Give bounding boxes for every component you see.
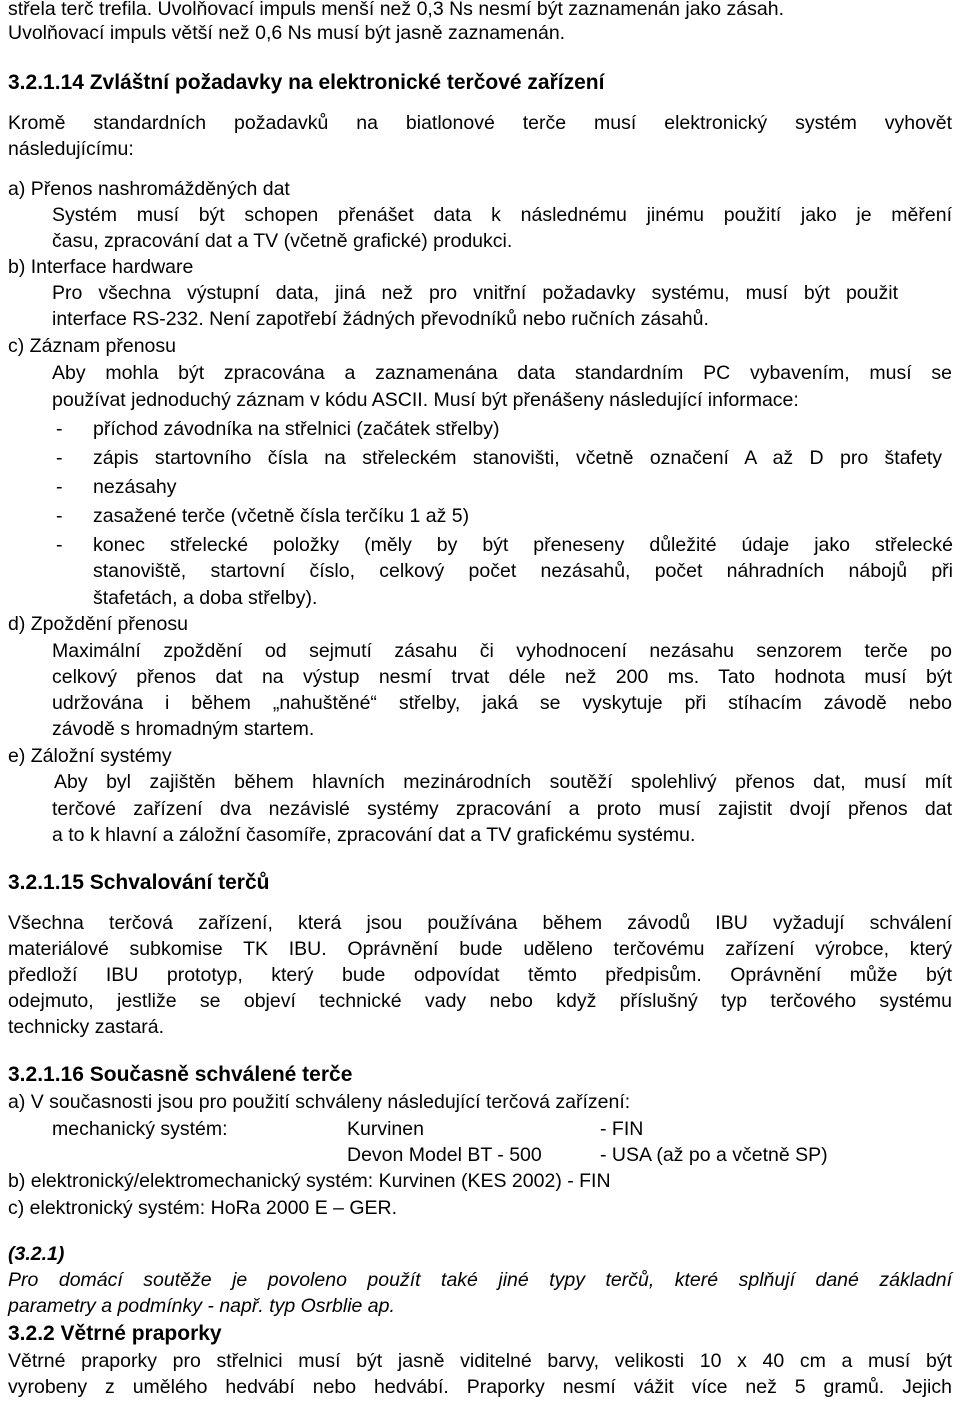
paragraph-line: času, zpracování dat a TV (včetně grafické) produkci. (52, 230, 513, 252)
table-cell: Devon Model BT - 500 (347, 1144, 542, 1166)
paragraph-line: technicky zastará. (8, 1016, 165, 1038)
paragraph-line: závodě s hromadným startem. (52, 718, 315, 740)
list-item: c) elektronický systém: HoRa 2000 E – GER. (8, 1197, 398, 1219)
intro-line: střela terč trefila. Uvolňovací impuls menší než 0,3 Ns nesmí být zaznamenán jako zásah. (8, 0, 785, 20)
item-title: a) Přenos nashromážděných dat (8, 178, 290, 200)
list-dash: - (56, 447, 63, 469)
paragraph-line: interface RS-232. Není zapotřebí žádných převodníků nebo ručních zásahů. (52, 308, 709, 330)
list-item: zápis startovního čísla na střeleckém stanovišti, včetně označení A až D pro štafety (93, 447, 942, 469)
table-cell: - USA (až po a včetně SP) (600, 1144, 828, 1166)
paragraph-line: Větrné praporky pro střelnici musí být jasně viditelné barvy, velikosti 10 x 40 cm a musí být (8, 1350, 952, 1372)
note-ref: (3.2.1) (8, 1243, 65, 1265)
list-dash: - (56, 476, 63, 498)
list-item: štafetách, a doba střelby). (93, 587, 318, 609)
paragraph-line: udržována i během „nahuštěné“ střelby, jaká se vyskytuje při stíhacím závodě nebo (52, 692, 952, 714)
item-title: d) Zpoždění přenosu (8, 613, 188, 635)
paragraph-line: Maximální zpoždění od sejmutí zásahu či vyhodnocení nezásahu senzorem terče po (52, 640, 952, 662)
list-dash: - (56, 418, 63, 440)
list-item: zasažené terče (včetně čísla terčíku 1 až 5) (93, 505, 470, 527)
item-title: e) Záložní systémy (8, 745, 172, 767)
paragraph-line: Kromě standardních požadavků na biatlonové terče musí elektronický systém vyhovět (8, 112, 952, 134)
table-cell: - FIN (600, 1118, 644, 1140)
list-item: nezásahy (93, 476, 177, 498)
paragraph-line: terčové zařízení dva nezávislé systémy zpracování a proto musí zajistit dvojí přenos dat (52, 798, 952, 820)
paragraph-line: odejmuto, jestliže se objeví technické vady nebo když příslušný typ terčového systému (8, 990, 952, 1012)
paragraph-line: následujícímu: (8, 138, 134, 160)
paragraph-line: vyrobeny z umělého hedvábí nebo hedvábí. Praporky nesmí vážit více než 5 gramů. Jejich (8, 1376, 952, 1398)
note-line: Pro domácí soutěže je povoleno použít také jiné typy terčů, které splňují dané základní (8, 1269, 952, 1291)
paragraph-line: Pro všechna výstupní data, jiná než pro vnitřní požadavky systému, musí být použit (52, 282, 898, 304)
note-line: parametry a podmínky - např. typ Osrblie ap. (8, 1295, 395, 1317)
section-heading: 3.2.2 Větrné praporky (8, 1322, 222, 1345)
intro-line: Uvolňovací impuls větší než 0,6 Ns musí být jasně zaznamenán. (8, 22, 566, 44)
item-title: b) Interface hardware (8, 256, 194, 278)
list-item: b) elektronický/elektromechanický systém: Kurvinen (KES 2002) - FIN (8, 1170, 611, 1192)
list-item: příchod závodníka na střelnici (začátek střelby) (93, 418, 500, 440)
list-item: a) V současnosti jsou pro použití schváleny následující terčová zařízení: (8, 1091, 631, 1113)
paragraph-line: Aby byl zajištěn během hlavních mezinárodních soutěží spolehlivý přenos dat, musí mít (54, 771, 952, 793)
list-item: stanoviště, startovní číslo, celkový počet nezásahů, počet náhradních nábojů při (93, 560, 953, 582)
table-cell: Kurvinen (347, 1118, 424, 1140)
paragraph-line: a to k hlavní a záložní časomíře, zpracování dat a TV grafickému systému. (52, 824, 696, 846)
table-label: mechanický systém: (52, 1118, 228, 1140)
paragraph-line: Všechna terčová zařízení, která jsou používána během závodů IBU vyžadují schválení (8, 912, 952, 934)
paragraph-line: Systém musí být schopen přenášet data k následnému jinému použití jako je měření (52, 204, 952, 226)
paragraph-line: používat jednoduchý záznam v kódu ASCII. Musí být přenášeny následující informace: (52, 389, 799, 411)
paragraph-line: Aby mohla být zpracována a zaznamenána data standardním PC vybavením, musí se (52, 362, 952, 384)
paragraph-line: materiálové subkomise TK IBU. Oprávnění bude uděleno terčovému zařízení výrobce, který (8, 938, 952, 960)
section-heading: 3.2.1.15 Schvalování terčů (8, 871, 270, 894)
list-dash: - (56, 505, 63, 527)
section-heading: 3.2.1.16 Současně schválené terče (8, 1063, 353, 1086)
paragraph-line: celkový přenos dat na výstup nesmí trvat déle než 200 ms. Tato hodnota musí být (52, 666, 952, 688)
section-heading: 3.2.1.14 Zvláštní požadavky na elektronické terčové zařízení (8, 71, 605, 94)
list-dash: - (56, 534, 63, 556)
paragraph-line: předloží IBU prototyp, který bude odpovídat těmto předpisům. Oprávnění může být (8, 964, 952, 986)
list-item: konec střelecké položky (měly by být přeneseny důležité údaje jako střelecké (93, 534, 953, 556)
item-title: c) Záznam přenosu (8, 335, 176, 357)
